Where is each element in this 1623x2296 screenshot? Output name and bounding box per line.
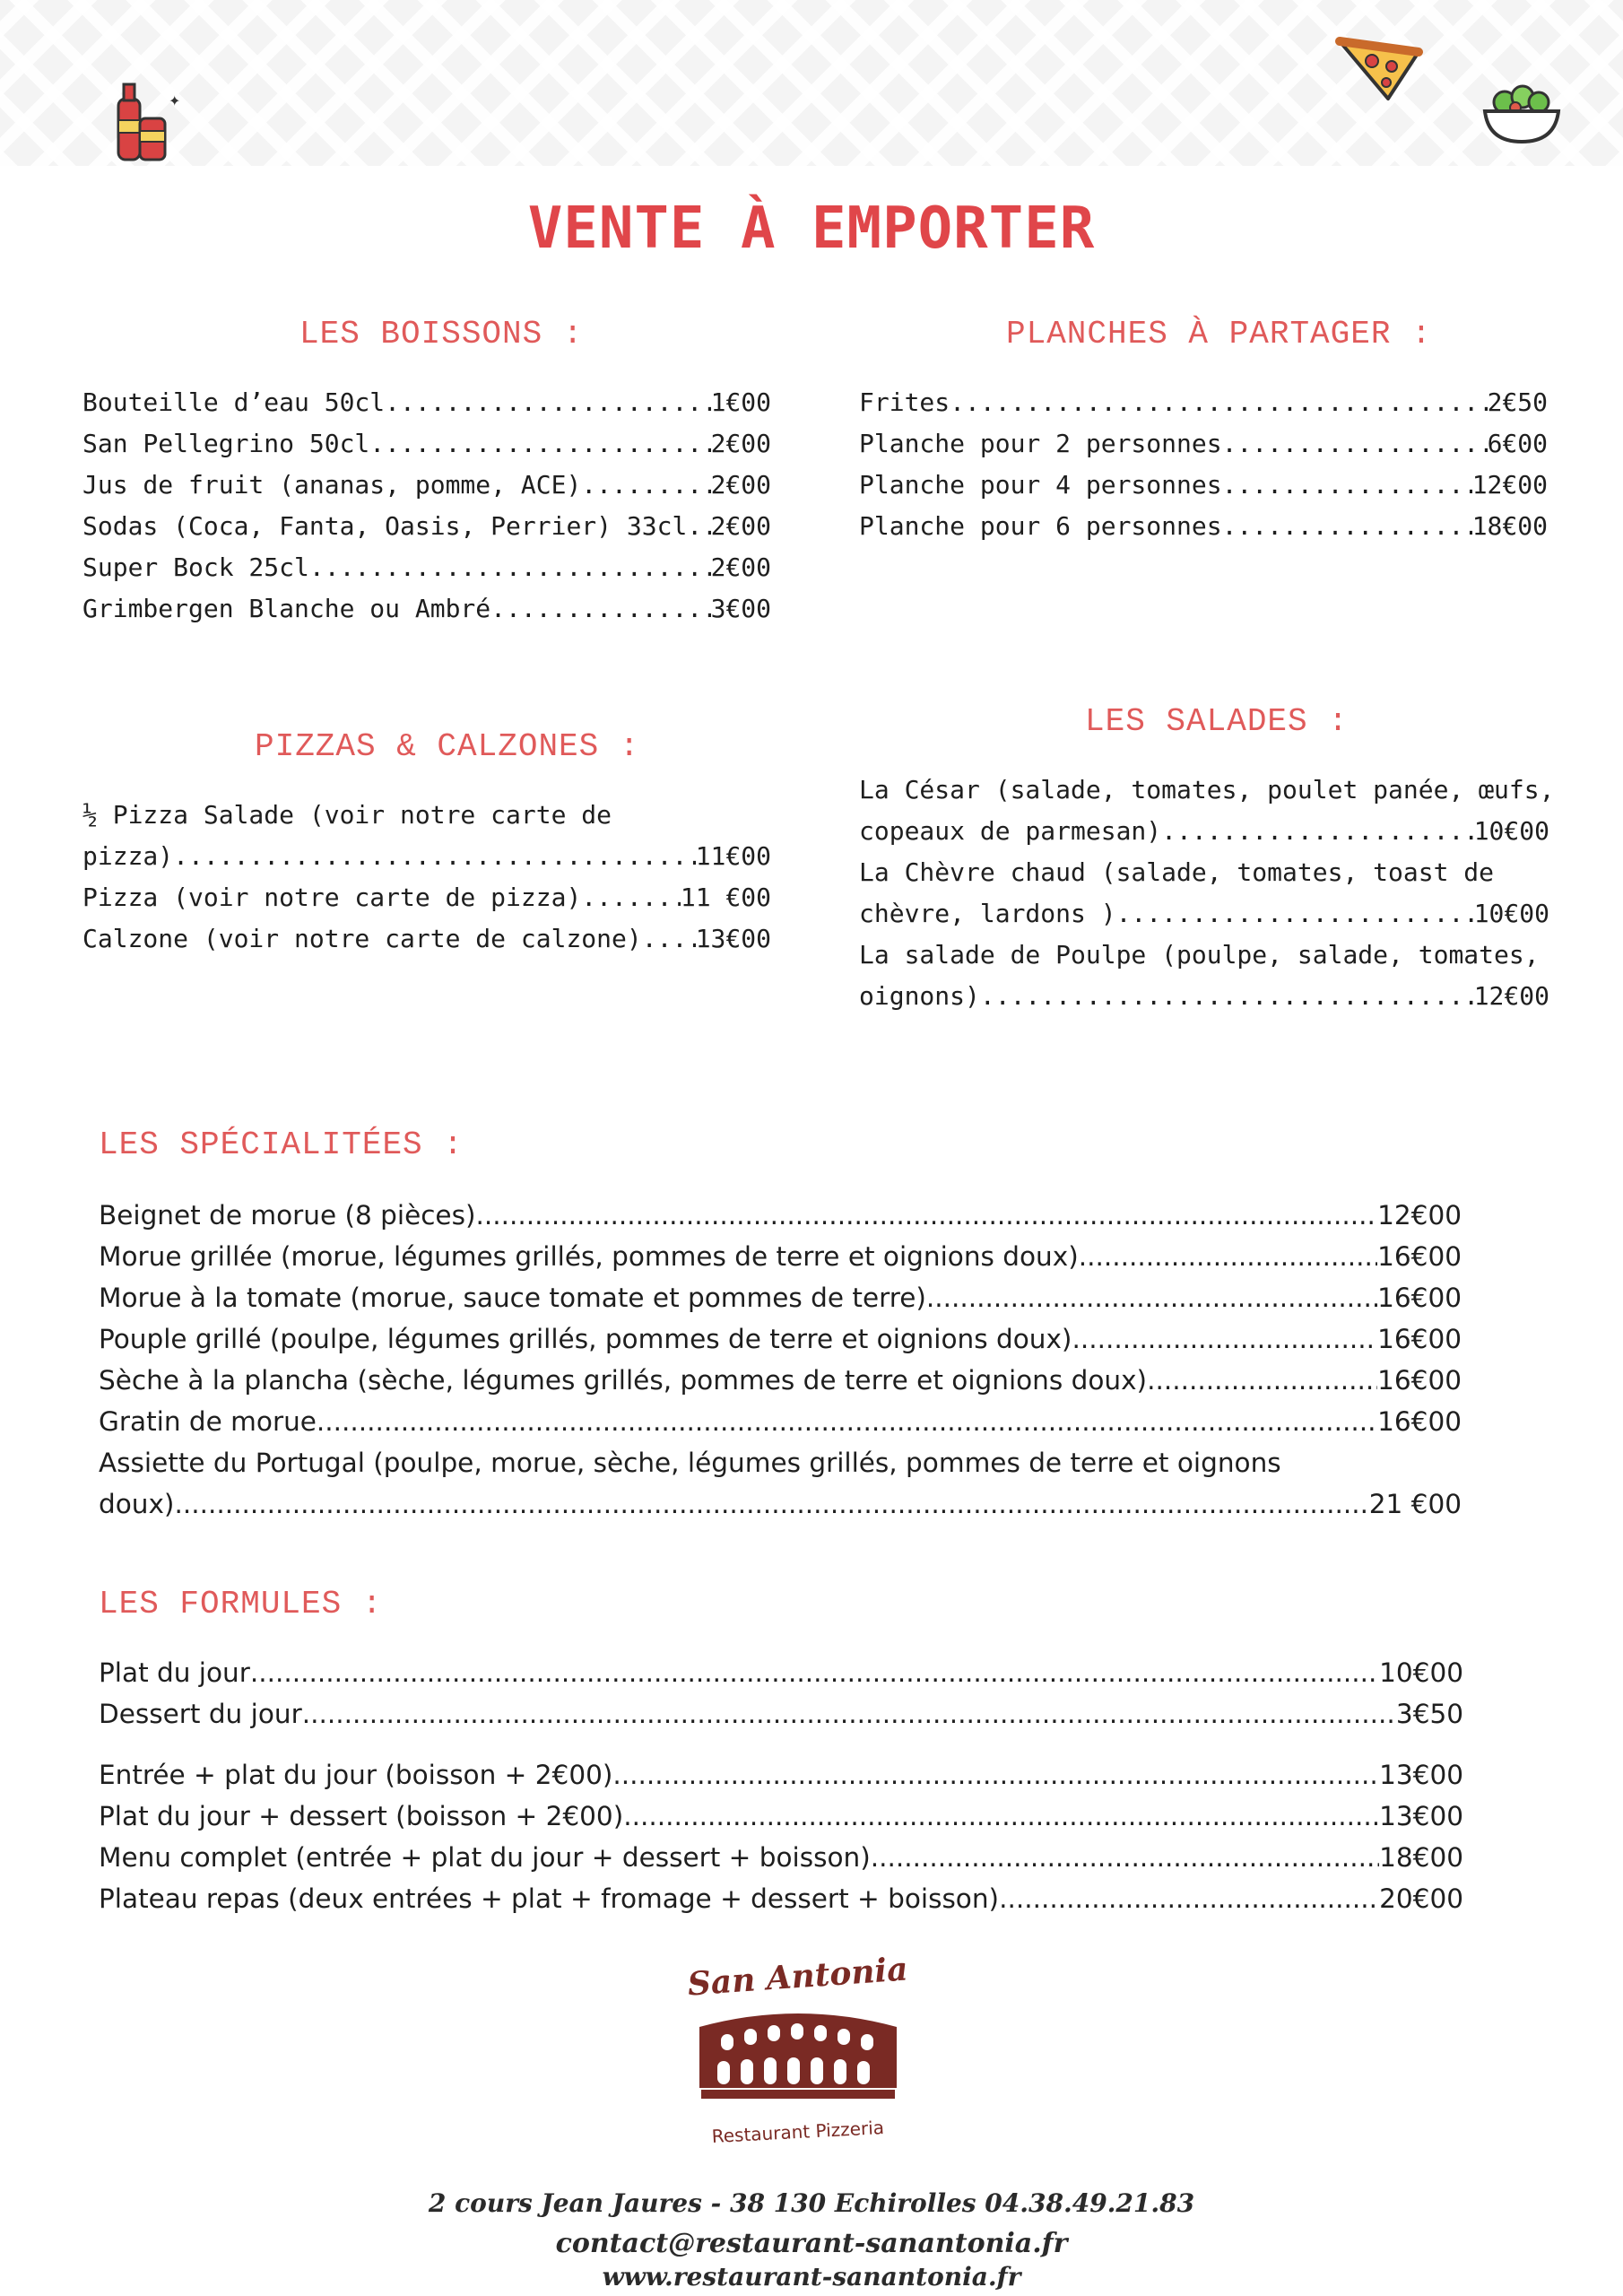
- menu-item-price: 20€00: [1379, 1883, 1463, 1914]
- section-title-specialites: LES SPÉCIALITÉES :: [99, 1126, 464, 1163]
- menu-item-name: Calzone (voir notre carte de calzone): [82, 924, 642, 953]
- menu-item-description: La César (salade, tomates, poulet panée, œufs,: [859, 775, 1555, 804]
- dot-leader: [1116, 893, 1474, 935]
- menu-item-description: La salade de Poulpe (poulpe, salade, tomates,: [859, 940, 1540, 970]
- dot-leader: [475, 1195, 1377, 1236]
- section-title-planches: PLANCHES À PARTAGER :: [1006, 316, 1432, 352]
- dot-leader: [980, 976, 1474, 1017]
- dot-leader: [250, 1652, 1379, 1693]
- page-title: VENTE À EMPORTER: [527, 196, 1096, 262]
- menu-item-name: Menu complet (entrée + plat du jour + dessert + boisson): [99, 1842, 871, 1873]
- menu-item-name: Bouteille d’eau 50cl: [82, 387, 386, 417]
- menu-item-description: ½ Pizza Salade (voir notre carte de: [82, 800, 612, 830]
- dot-leader: [490, 588, 710, 630]
- dot-leader: [309, 547, 711, 588]
- dot-leader: [1079, 1236, 1377, 1277]
- menu-item: [99, 1360, 1462, 1401]
- menu-item-price: 6€00: [1487, 429, 1548, 458]
- menu-item: [99, 1796, 1463, 1837]
- dot-leader: [1161, 811, 1474, 852]
- menu-item-name: chèvre, lardons ): [859, 899, 1116, 928]
- dot-leader: [623, 1796, 1379, 1837]
- footer-website[interactable]: www.restaurant-sanantonia.fr: [602, 2262, 1021, 2292]
- dot-leader: [581, 877, 681, 918]
- menu-item-price: 18€00: [1471, 511, 1548, 541]
- pizza-slice-icon: [1334, 32, 1424, 104]
- dot-leader: [173, 836, 696, 877]
- dot-leader: [1147, 1360, 1377, 1401]
- formules-gap: [99, 1735, 1463, 1754]
- menu-item: [99, 1652, 1463, 1693]
- menu-item: [82, 465, 771, 506]
- menu-item-name: doux): [99, 1489, 175, 1519]
- svg-text:✦: ✦: [169, 92, 181, 109]
- menu-item: [82, 836, 771, 877]
- menu-item: [82, 918, 771, 960]
- menu-item: [99, 1837, 1463, 1878]
- section-title-boissons: LES BOISSONS :: [299, 316, 584, 352]
- menu-item-name: Sèche à la plancha (sèche, légumes grillés, pommes de terre et oignions doux): [99, 1365, 1148, 1396]
- menu-item: [859, 423, 1548, 465]
- menu-item-price: 21 €00: [1368, 1489, 1462, 1519]
- menu-item: [99, 1878, 1463, 1919]
- menu-item: [99, 1318, 1462, 1360]
- specialites-list: [99, 1195, 1462, 1525]
- dot-leader: [687, 506, 710, 547]
- footer-address: 2 cours Jean Jaures - 38 130 Echirolles 04.38.49.21.83: [428, 2188, 1195, 2218]
- menu-item-price: 3€50: [1395, 1699, 1463, 1729]
- logo-name: San Antonia: [686, 1950, 909, 2004]
- menu-item-name: San Pellegrino 50cl: [82, 429, 370, 458]
- section-title-pizzas: PIZZAS & CALZONES :: [255, 728, 640, 765]
- menu-item-price: 16€00: [1377, 1283, 1462, 1313]
- menu-item-price: 16€00: [1377, 1241, 1462, 1272]
- menu-item-price: 13€00: [695, 924, 771, 953]
- menu-item-price: 12€00: [1377, 1200, 1462, 1231]
- menu-item: [82, 506, 771, 547]
- dot-leader: [1222, 465, 1472, 506]
- dot-leader: [1222, 423, 1488, 465]
- menu-item-name: Morue à la tomate (morue, sauce tomate et pommes de terre): [99, 1283, 926, 1313]
- menu-item-name: copeaux de parmesan): [859, 816, 1162, 846]
- menu-item-name: Planche pour 4 personnes: [859, 470, 1222, 500]
- menu-item-price: 10€00: [1473, 899, 1549, 928]
- menu-item-price: 2€00: [710, 511, 771, 541]
- menu-item-name: Morue grillée (morue, légumes grillés, pommes de terre et oignions doux): [99, 1241, 1079, 1272]
- restaurant-logo: [681, 1946, 915, 2152]
- menu-item-price: 18€00: [1379, 1842, 1463, 1873]
- menu-item: [99, 1754, 1463, 1796]
- menu-item-name: Grimbergen Blanche ou Ambré: [82, 594, 491, 623]
- menu-item-name: pizza): [82, 841, 174, 871]
- dot-leader: [950, 382, 1487, 423]
- menu-item-price: 16€00: [1377, 1365, 1462, 1396]
- dot-leader: [999, 1878, 1379, 1919]
- menu-item: [859, 382, 1548, 423]
- dot-leader: [369, 423, 710, 465]
- menu-item-price: 16€00: [1377, 1406, 1462, 1437]
- menu-item-price: 3€00: [710, 594, 771, 623]
- menu-item-name: Entrée + plat du jour (boisson + 2€00): [99, 1760, 613, 1790]
- menu-item-description: La Chèvre chaud (salade, tomates, toast de: [859, 857, 1495, 887]
- menu-item-price: 2€50: [1487, 387, 1548, 417]
- menu-item-name: Plat du jour: [99, 1657, 250, 1688]
- menu-item-name: oignons): [859, 981, 980, 1011]
- dot-leader: [612, 1754, 1379, 1796]
- menu-item: [859, 811, 1549, 852]
- menu-item-price: 10€00: [1473, 816, 1549, 846]
- soda-bottles-icon: [108, 79, 188, 169]
- dot-leader: [871, 1837, 1379, 1878]
- salad-bowl-icon: [1480, 75, 1564, 147]
- dot-leader: [317, 1401, 1377, 1442]
- menu-item-name: Frites: [859, 387, 950, 417]
- menu-item-name: Pizza (voir notre carte de pizza): [82, 883, 582, 912]
- menu-item-price: 1€00: [710, 387, 771, 417]
- salades-list: [859, 770, 1555, 1017]
- menu-item: [99, 1483, 1462, 1525]
- menu-item-name: Dessert du jour: [99, 1699, 302, 1729]
- section-title-formules: LES FORMULES :: [99, 1586, 383, 1622]
- menu-item-price: 2€00: [710, 552, 771, 582]
- menu-item: [99, 1236, 1462, 1277]
- menu-item: [82, 877, 771, 918]
- dot-leader: [302, 1693, 1396, 1735]
- dot-leader: [926, 1277, 1377, 1318]
- menu-item: [859, 506, 1548, 547]
- pizzas-list: [82, 795, 771, 960]
- menu-item: [82, 382, 771, 423]
- dot-leader: [642, 918, 696, 960]
- menu-item-price: 10€00: [1379, 1657, 1463, 1688]
- formules-list: [99, 1652, 1463, 1919]
- menu-item-price: 11 €00: [680, 883, 771, 912]
- menu-item-name: Pouple grillé (poulpe, légumes grillés, pommes de terre et oignions doux): [99, 1324, 1072, 1354]
- dot-leader: [1072, 1318, 1377, 1360]
- menu-item: [99, 1693, 1463, 1735]
- dot-leader: [581, 465, 710, 506]
- menu-item-name: Plat du jour + dessert (boisson + 2€00): [99, 1801, 624, 1831]
- menu-item-price: 13€00: [1379, 1760, 1463, 1790]
- menu-item-name: Planche pour 2 personnes: [859, 429, 1222, 458]
- menu-item: [859, 893, 1549, 935]
- menu-item: [82, 547, 771, 588]
- dot-leader: [174, 1483, 1368, 1525]
- menu-item-description: Assiette du Portugal (poulpe, morue, sèche, légumes grillés, pommes de terre et oignons: [99, 1448, 1281, 1478]
- boissons-list: [82, 382, 771, 630]
- menu-item-name: Beignet de morue (8 pièces): [99, 1200, 476, 1231]
- planches-list: [859, 382, 1548, 547]
- menu-item-price: 11€00: [695, 841, 771, 871]
- menu-item-price: 12€00: [1473, 981, 1549, 1011]
- dot-leader: [1222, 506, 1472, 547]
- menu-item: [99, 1195, 1462, 1236]
- menu-item-name: Planche pour 6 personnes: [859, 511, 1222, 541]
- menu-item-price: 2€00: [710, 429, 771, 458]
- menu-item-name: Jus de fruit (ananas, pomme, ACE): [82, 470, 582, 500]
- menu-item: [859, 976, 1549, 1017]
- menu-item-name: Plateau repas (deux entrées + plat + fromage + dessert + boisson): [99, 1883, 1000, 1914]
- section-title-salades: LES SALADES :: [1085, 703, 1349, 740]
- menu-item-price: 12€00: [1471, 470, 1548, 500]
- footer-email[interactable]: contact@restaurant-sanantonia.fr: [555, 2228, 1068, 2259]
- menu-item-price: 16€00: [1377, 1324, 1462, 1354]
- menu-item: [859, 465, 1548, 506]
- menu-item-name: Gratin de morue: [99, 1406, 317, 1437]
- logo-subtitle: Restaurant Pizzeria: [711, 2116, 885, 2148]
- menu-item: [82, 588, 771, 630]
- menu-item: [99, 1401, 1462, 1442]
- menu-item: [99, 1277, 1462, 1318]
- menu-item: [82, 423, 771, 465]
- dot-leader: [385, 382, 710, 423]
- menu-item-name: Super Bock 25cl: [82, 552, 309, 582]
- menu-item-price: 13€00: [1379, 1801, 1463, 1831]
- menu-item-name: Sodas (Coca, Fanta, Oasis, Perrier) 33cl: [82, 511, 688, 541]
- menu-item-price: 2€00: [710, 470, 771, 500]
